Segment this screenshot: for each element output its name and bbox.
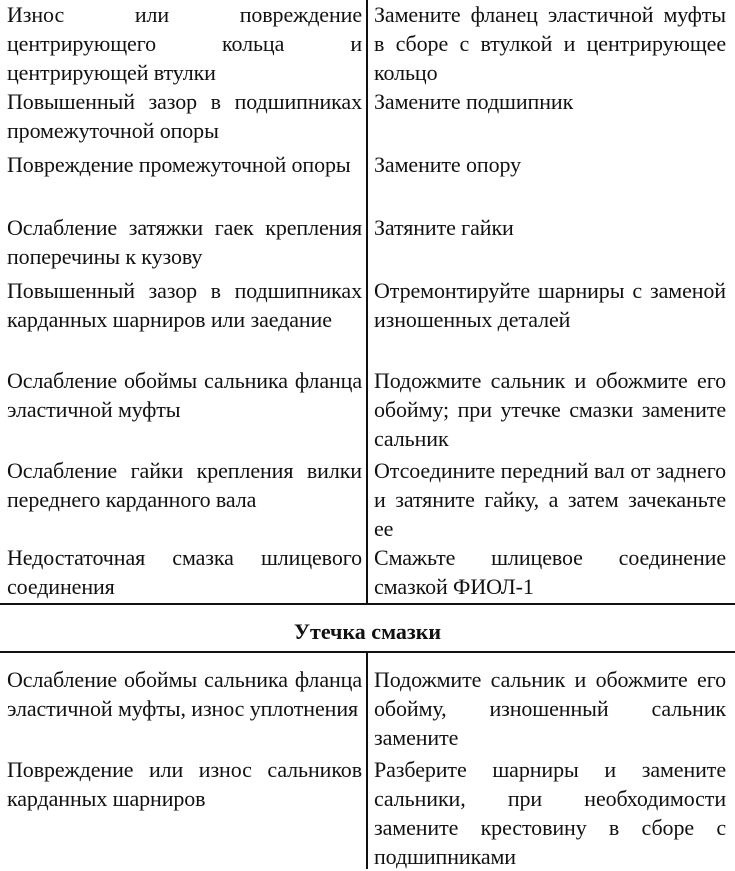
remedy-cell: Подожмите сальник и обожмите его обойму; при утечке смазки замените сальник — [374, 368, 726, 451]
cause-cell: Ослабление обоймы сальника фланца эластичной муфты, износ уплотнения — [7, 667, 362, 721]
remedy-cell: Отсоедините передний вал от заднего и затяните гайку, а затем зачеканьте ее — [374, 458, 726, 541]
remedy-cell: Отремонтируйте шарниры с заменой изношенных деталей — [374, 278, 726, 332]
remedy-cell: Замените фланец эластичной муфты в сборе с втулкой и центрирующее кольцо — [374, 2, 726, 85]
remedy-cell: Смажьте шлицевое соединение смазкой ФИОЛ-1 — [374, 545, 726, 599]
cause-cell: Повышенный зазор в подшипниках промежуточной опоры — [7, 89, 362, 143]
remedy-cell: Разберите шарниры и замените сальники, при необходимости замените крестовину в сборе с подшипниками — [374, 757, 726, 869]
cause-cell: Повреждение или износ сальников карданных шарниров — [7, 757, 362, 811]
cause-cell: Повреждение промежуточной опоры — [7, 152, 351, 177]
table-rule-above-section — [0, 603, 735, 605]
remedy-cell: Замените опору — [374, 152, 521, 177]
cause-cell: Повышенный зазор в подшипниках карданных шарниров или заедание — [7, 278, 362, 332]
cause-cell: Ослабление затяжки гаек крепления поперечины к кузову — [7, 215, 362, 269]
column-divider-bottom — [366, 653, 368, 869]
cause-cell: Износ или повреждение центрирующего кольца и центрирующей втулки — [7, 2, 362, 85]
cause-cell: Недостаточная смазка шлицевого соединения — [7, 545, 362, 599]
cause-cell: Ослабление обоймы сальника фланца эластичной муфты — [7, 368, 362, 422]
section-heading: Утечка смазки — [293, 619, 442, 644]
remedy-cell: Затяните гайки — [374, 215, 514, 240]
column-divider-top — [366, 0, 368, 603]
cause-cell: Ослабление гайки крепления вилки переднего карданного вала — [7, 458, 362, 512]
remedy-cell: Замените подшипник — [374, 89, 574, 114]
remedy-cell: Подожмите сальник и обожмите его обойму, изношенный сальник замените — [374, 667, 726, 750]
